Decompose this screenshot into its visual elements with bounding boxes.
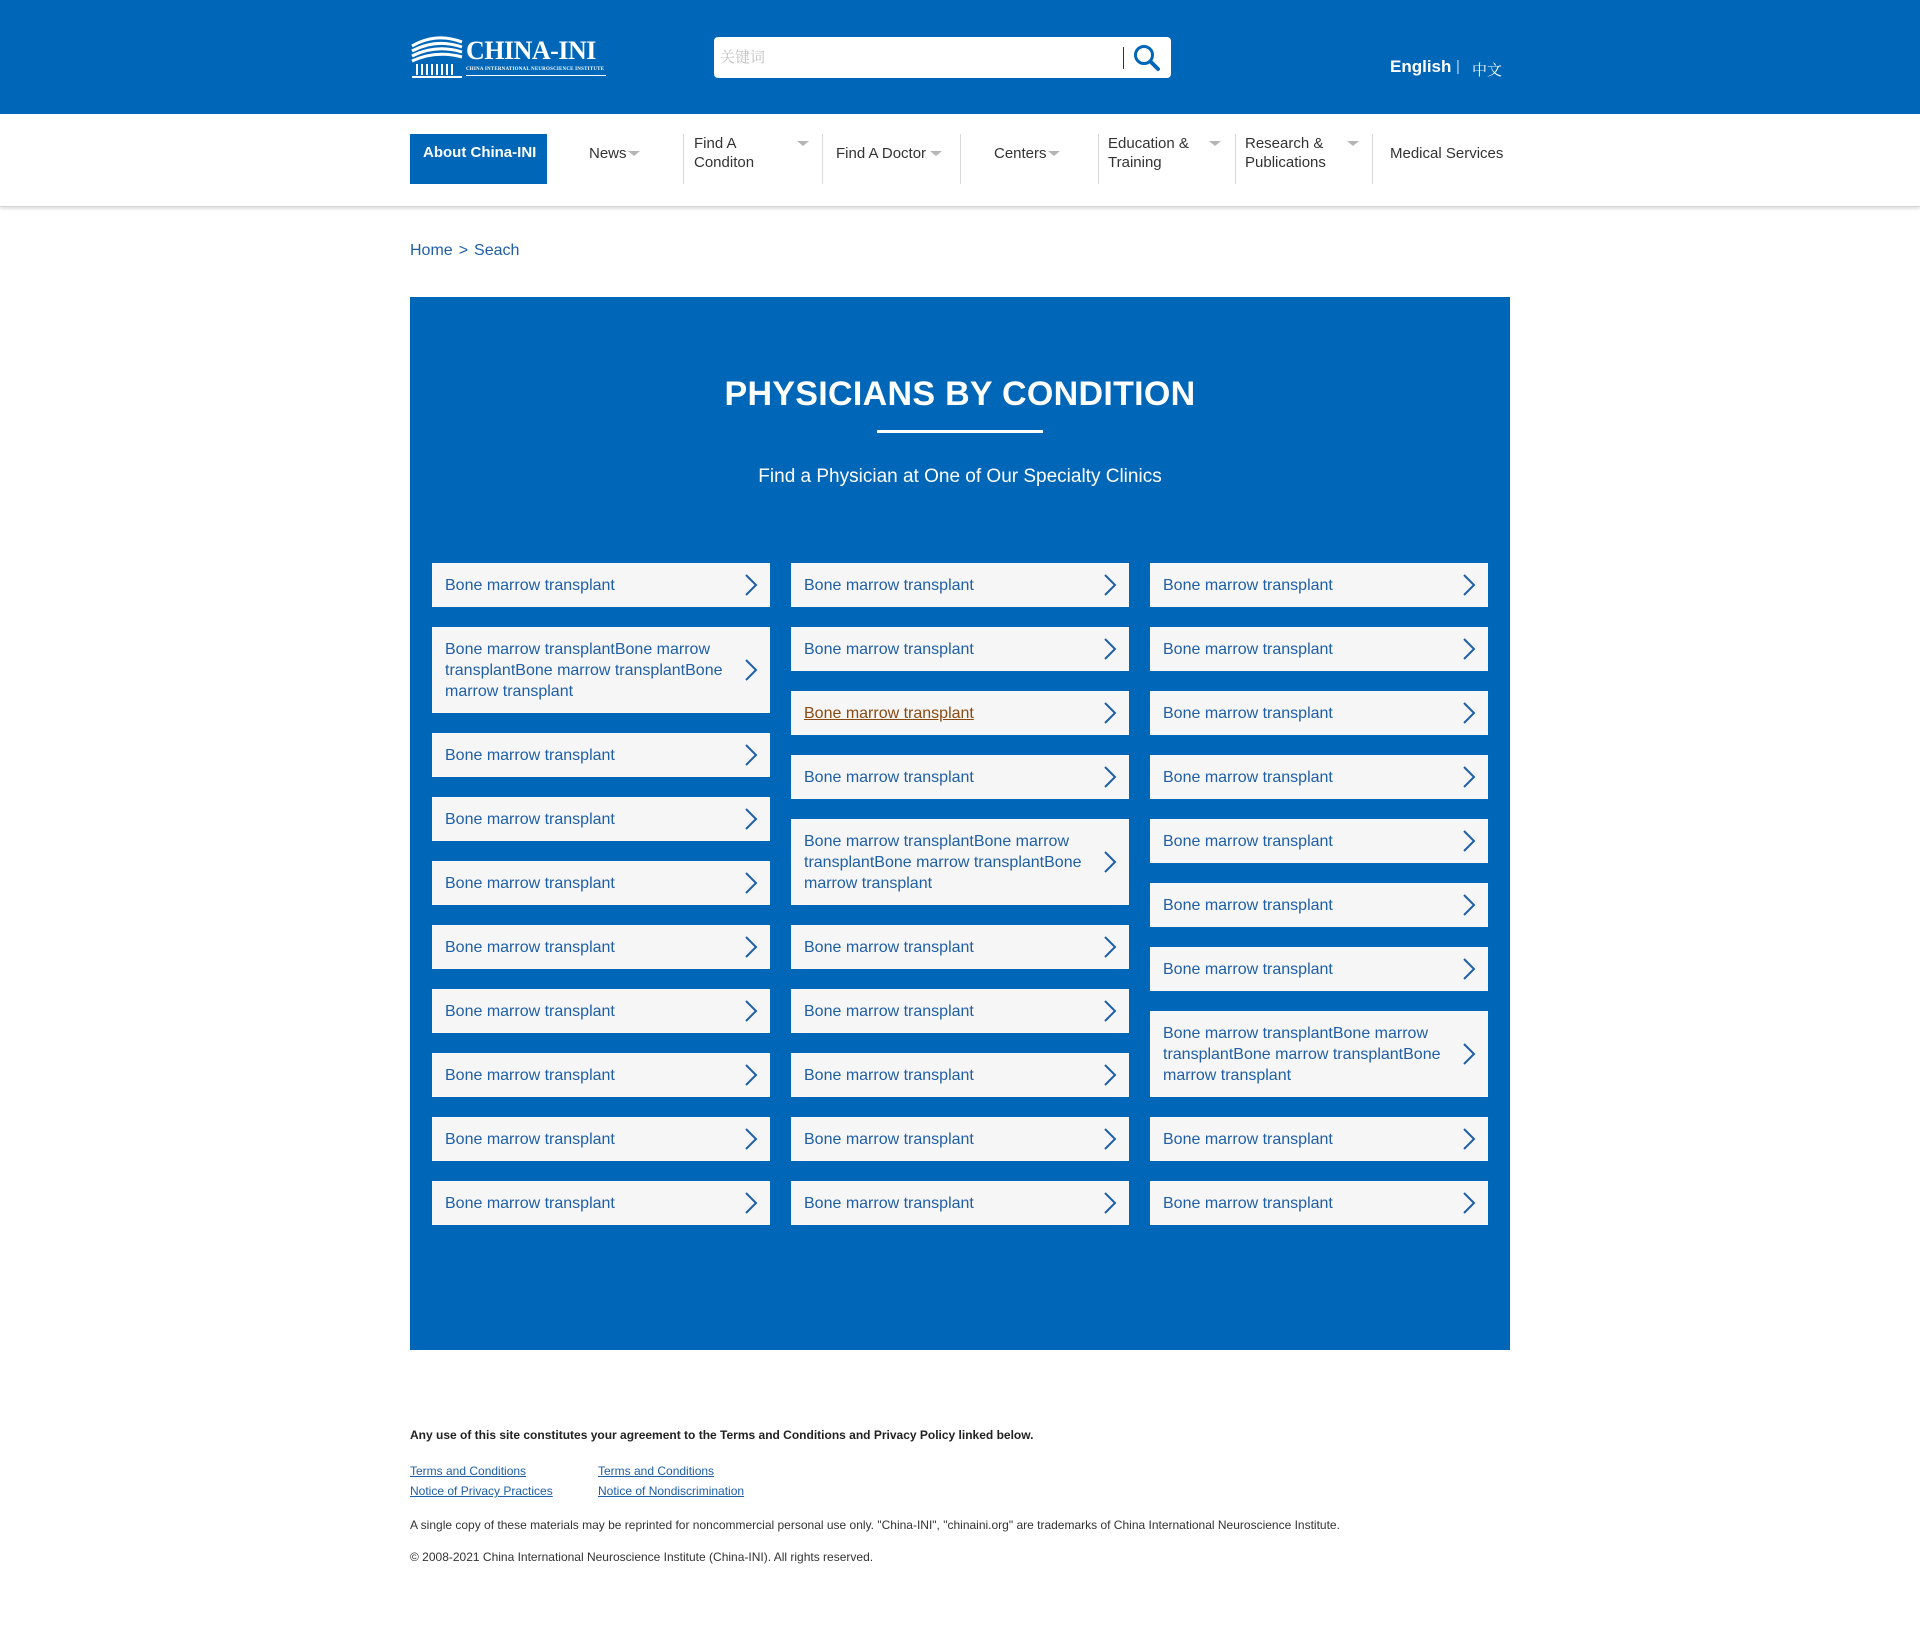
physicians-panel	[410, 297, 1510, 1350]
nav-education-label: Education & Training	[1108, 135, 1189, 171]
chevron-right-icon	[1462, 1042, 1476, 1066]
condition-card-label: Bone marrow transplantBone marrow transplantBone marrow transplantBone marrow transplant	[445, 641, 723, 700]
condition-card[interactable]	[432, 1117, 770, 1161]
chevron-down-icon	[1347, 141, 1359, 146]
chevron-right-icon	[1103, 637, 1117, 661]
chevron-right-icon	[1462, 1127, 1476, 1151]
condition-card[interactable]	[432, 1181, 770, 1225]
logo-subtitle: CHINA INTERNATIONAL NEUROSCIENCE INSTITUTE	[466, 67, 605, 72]
chevron-down-icon	[797, 141, 809, 146]
chevron-right-icon	[1103, 573, 1117, 597]
chevron-right-icon	[1462, 701, 1476, 725]
nav-find-condition[interactable]	[684, 134, 822, 184]
chevron-right-icon	[744, 1127, 758, 1151]
condition-card[interactable]	[1150, 1011, 1488, 1097]
chevron-right-icon	[1103, 1191, 1117, 1215]
nav-news[interactable]	[548, 134, 683, 184]
chevron-right-icon	[1103, 850, 1117, 874]
nav-research[interactable]	[1236, 134, 1372, 184]
search-box	[714, 37, 1171, 78]
condition-card[interactable]	[1150, 755, 1488, 799]
title-underline	[877, 430, 1043, 433]
condition-card-label: Bone marrow transplant	[804, 939, 974, 956]
search-icon	[1132, 43, 1162, 73]
terms-link[interactable]: Terms and Conditions	[410, 1464, 527, 1478]
chevron-right-icon	[1103, 1127, 1117, 1151]
condition-card[interactable]	[791, 1053, 1129, 1097]
chevron-right-icon	[1103, 765, 1117, 789]
condition-card[interactable]	[791, 989, 1129, 1033]
condition-card-label: Bone marrow transplant	[1163, 641, 1333, 658]
condition-card-label: Bone marrow transplant	[1163, 769, 1333, 786]
condition-card-label: Bone marrow transplantBone marrow transplantBone marrow transplantBone marrow transplant	[804, 833, 1082, 892]
condition-card[interactable]	[432, 989, 770, 1033]
condition-card-label: Bone marrow transplant	[804, 769, 974, 786]
terms-link-2[interactable]: Terms and Conditions	[598, 1464, 715, 1478]
condition-card[interactable]	[432, 861, 770, 905]
chevron-right-icon	[1103, 1063, 1117, 1087]
condition-card[interactable]	[432, 627, 770, 713]
chevron-right-icon	[1462, 1191, 1476, 1215]
nav-find-condition-label: Find A Conditon	[694, 135, 755, 171]
breadcrumb-current[interactable]: Seach	[474, 242, 520, 259]
nav-centers-label: Centers	[994, 145, 1047, 162]
chevron-right-icon	[744, 935, 758, 959]
chevron-right-icon	[744, 871, 758, 895]
chevron-right-icon	[1462, 573, 1476, 597]
footer-agreement: Any use of this site constitutes your agreement to the Terms and Conditions and Privacy Policy linked below.	[410, 1428, 1034, 1442]
page-title: PHYSICIANS BY CONDITION	[724, 375, 1196, 413]
condition-card[interactable]	[1150, 563, 1488, 607]
chevron-right-icon	[1103, 701, 1117, 725]
condition-card-label: Bone marrow transplant	[1163, 961, 1333, 978]
condition-card[interactable]	[1150, 883, 1488, 927]
condition-card[interactable]	[1150, 819, 1488, 863]
condition-card[interactable]	[1150, 947, 1488, 991]
condition-card-label: Bone marrow transplant	[1163, 1195, 1333, 1212]
condition-card[interactable]	[791, 627, 1129, 671]
breadcrumb	[410, 242, 525, 260]
condition-card-label: Bone marrow transplant	[1163, 897, 1333, 914]
chevron-right-icon	[744, 807, 758, 831]
condition-card-label: Bone marrow transplant	[1163, 833, 1333, 850]
condition-card[interactable]	[432, 797, 770, 841]
condition-card[interactable]	[791, 925, 1129, 969]
nav-medical-services-label: Medical Services	[1390, 145, 1504, 162]
chevron-right-icon	[1462, 637, 1476, 661]
chevron-right-icon	[744, 573, 758, 597]
nav-education[interactable]	[1099, 134, 1235, 184]
search-divider	[1123, 47, 1124, 69]
chevron-right-icon	[1462, 829, 1476, 853]
breadcrumb-separator: >	[458, 242, 469, 259]
condition-card[interactable]	[791, 563, 1129, 607]
logo-building-icon	[410, 32, 464, 82]
chevron-right-icon	[1462, 765, 1476, 789]
top-header	[0, 0, 1920, 114]
nav-find-doctor-label: Find A Doctor	[836, 145, 927, 162]
condition-column-2	[791, 563, 1129, 1245]
page-subtitle: Find a Physician at One of Our Specialty Clinics	[758, 466, 1162, 487]
footer-copyright: © 2008-2021 China International Neuroscience Institute (China-INI). All rights reserved.	[410, 1550, 874, 1564]
condition-card[interactable]	[1150, 691, 1488, 735]
chevron-right-icon	[1462, 893, 1476, 917]
chevron-down-icon	[628, 151, 640, 156]
lang-chinese[interactable]: 中文	[1472, 61, 1503, 79]
site-logo[interactable]	[410, 30, 605, 82]
chevron-down-icon	[1048, 151, 1060, 156]
condition-card-label: Bone marrow transplant	[1163, 577, 1333, 594]
chevron-right-icon	[744, 999, 758, 1023]
condition-card-label: Bone marrow transplant	[1163, 705, 1333, 722]
condition-card[interactable]	[791, 755, 1129, 799]
condition-card[interactable]	[791, 1181, 1129, 1225]
condition-card-label: Bone marrow transplant	[445, 875, 615, 892]
condition-card-label: Bone marrow transplant	[445, 747, 615, 764]
condition-card[interactable]	[432, 1053, 770, 1097]
condition-card-label: Bone marrow transplant	[445, 1003, 615, 1020]
condition-card-label: Bone marrow transplant	[804, 1131, 974, 1148]
condition-card-label: Bone marrow transplant	[445, 577, 615, 594]
chevron-right-icon	[744, 1063, 758, 1087]
search-button[interactable]	[1132, 43, 1162, 73]
condition-card-label: Bone marrow transplant	[804, 705, 974, 722]
breadcrumb-home[interactable]: Home	[410, 242, 453, 259]
chevron-right-icon	[744, 658, 758, 682]
condition-card[interactable]	[432, 563, 770, 607]
condition-card-label: Bone marrow transplant	[804, 1067, 974, 1084]
chevron-right-icon	[744, 1191, 758, 1215]
condition-card-label: Bone marrow transplantBone marrow transplantBone marrow transplantBone marrow transplant	[1163, 1025, 1441, 1084]
chevron-right-icon	[1103, 935, 1117, 959]
condition-card-label: Bone marrow transplant	[1163, 1131, 1333, 1148]
condition-card[interactable]	[791, 691, 1129, 735]
nav-find-doctor[interactable]	[823, 134, 960, 184]
chevron-down-icon	[930, 151, 942, 156]
footer-reprint-notice: A single copy of these materials may be reprinted for noncommercial personal use only. "China-INI", "chinaini.org" are trademarks of China International Neuroscience Institute.	[410, 1518, 1340, 1532]
chevron-right-icon	[1103, 999, 1117, 1023]
condition-card-label: Bone marrow transplant	[445, 1067, 615, 1084]
chevron-right-icon	[744, 743, 758, 767]
condition-card-label: Bone marrow transplant	[804, 1195, 974, 1212]
condition-card[interactable]	[1150, 1117, 1488, 1161]
nav-about[interactable]	[410, 134, 547, 184]
condition-card[interactable]	[1150, 627, 1488, 671]
search-input[interactable]	[720, 46, 1120, 68]
condition-column-1	[432, 563, 770, 1245]
condition-card[interactable]	[791, 1117, 1129, 1161]
condition-card[interactable]	[1150, 1181, 1488, 1225]
logo-underline	[466, 75, 606, 76]
condition-card-label: Bone marrow transplant	[445, 811, 615, 828]
chevron-right-icon	[1462, 957, 1476, 981]
condition-card-label: Bone marrow transplant	[804, 577, 974, 594]
condition-card[interactable]	[432, 733, 770, 777]
privacy-link[interactable]: Notice of Privacy Practices	[410, 1484, 553, 1498]
condition-card[interactable]	[432, 925, 770, 969]
condition-card-label: Bone marrow transplant	[804, 641, 974, 658]
nav-research-label: Research & Publications	[1245, 135, 1326, 171]
condition-column-3	[1150, 563, 1488, 1245]
nav-centers[interactable]	[961, 134, 1098, 184]
lang-english[interactable]: English	[1390, 57, 1452, 76]
main-nav	[0, 114, 1920, 207]
condition-card-label: Bone marrow transplant	[445, 939, 615, 956]
condition-card-label: Bone marrow transplant	[445, 1195, 615, 1212]
condition-card-label: Bone marrow transplant	[804, 1003, 974, 1020]
logo-title: CHINA-INI	[466, 36, 596, 65]
condition-card-label: Bone marrow transplant	[445, 1131, 615, 1148]
nav-news-label: News	[589, 145, 627, 162]
nondiscrimination-link[interactable]: Notice of Nondiscrimination	[598, 1484, 745, 1498]
condition-card[interactable]	[791, 819, 1129, 905]
nav-about-label: About China-INI	[423, 144, 537, 161]
nav-medical-services[interactable]	[1373, 134, 1511, 184]
chevron-down-icon	[1209, 141, 1221, 146]
lang-separator: |	[1456, 58, 1460, 75]
